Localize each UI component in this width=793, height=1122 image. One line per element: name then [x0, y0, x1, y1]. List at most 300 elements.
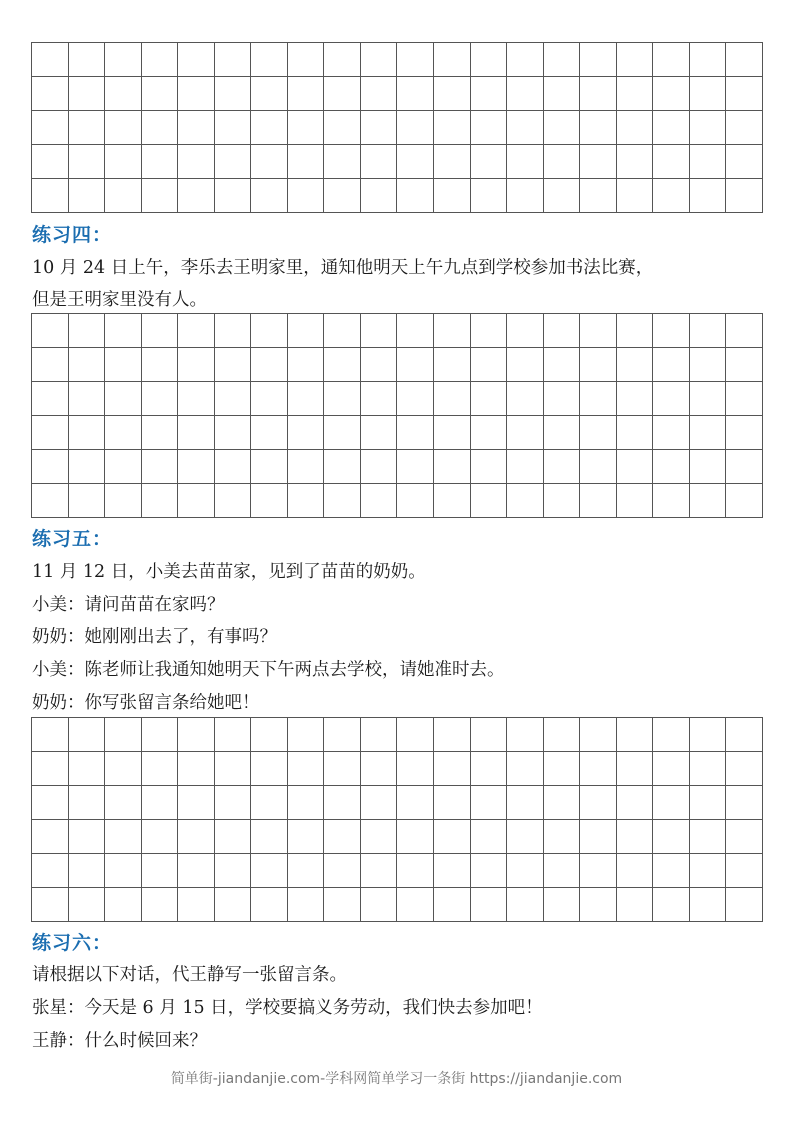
- grid-cell[interactable]: [471, 416, 508, 450]
- grid-cell[interactable]: [434, 77, 471, 111]
- grid-cell[interactable]: [69, 111, 106, 145]
- grid-cell[interactable]: [288, 820, 325, 854]
- grid-cell[interactable]: [105, 43, 142, 77]
- grid-cell[interactable]: [215, 718, 252, 752]
- grid-cell[interactable]: [397, 416, 434, 450]
- grid-cell[interactable]: [215, 820, 252, 854]
- grid-cell[interactable]: [580, 752, 617, 786]
- grid-cell[interactable]: [215, 450, 252, 484]
- grid-cell[interactable]: [69, 77, 106, 111]
- grid-cell[interactable]: [105, 854, 142, 888]
- grid-cell[interactable]: [726, 752, 763, 786]
- grid-cell[interactable]: [434, 179, 471, 213]
- grid-cell[interactable]: [178, 752, 215, 786]
- grid-cell[interactable]: [653, 484, 690, 518]
- grid-cell[interactable]: [69, 854, 106, 888]
- grid-cell[interactable]: [361, 111, 398, 145]
- grid-cell[interactable]: [653, 382, 690, 416]
- grid-cell[interactable]: [251, 752, 288, 786]
- grid-cell[interactable]: [690, 786, 727, 820]
- grid-cell[interactable]: [32, 718, 69, 752]
- grid-cell[interactable]: [544, 820, 581, 854]
- grid-cell[interactable]: [544, 450, 581, 484]
- grid-cell[interactable]: [580, 484, 617, 518]
- grid-cell[interactable]: [69, 145, 106, 179]
- writing-grid-2[interactable]: [31, 313, 763, 518]
- grid-cell[interactable]: [361, 888, 398, 922]
- grid-cell[interactable]: [69, 43, 106, 77]
- grid-cell[interactable]: [178, 314, 215, 348]
- grid-cell[interactable]: [471, 179, 508, 213]
- grid-cell[interactable]: [434, 888, 471, 922]
- grid-cell[interactable]: [397, 111, 434, 145]
- grid-cell[interactable]: [617, 854, 654, 888]
- grid-cell[interactable]: [215, 111, 252, 145]
- grid-cell[interactable]: [288, 752, 325, 786]
- grid-cell[interactable]: [471, 382, 508, 416]
- grid-cell[interactable]: [215, 348, 252, 382]
- grid-cell[interactable]: [507, 888, 544, 922]
- grid-cell[interactable]: [580, 43, 617, 77]
- grid-cell[interactable]: [471, 450, 508, 484]
- grid-cell[interactable]: [726, 484, 763, 518]
- grid-cell[interactable]: [178, 416, 215, 450]
- grid-cell[interactable]: [507, 348, 544, 382]
- grid-cell[interactable]: [69, 179, 106, 213]
- grid-cell[interactable]: [32, 752, 69, 786]
- grid-cell[interactable]: [653, 718, 690, 752]
- grid-cell[interactable]: [434, 820, 471, 854]
- grid-cell[interactable]: [544, 854, 581, 888]
- grid-cell[interactable]: [690, 348, 727, 382]
- grid-cell[interactable]: [288, 416, 325, 450]
- grid-cell[interactable]: [361, 854, 398, 888]
- grid-cell[interactable]: [617, 382, 654, 416]
- grid-cell[interactable]: [105, 416, 142, 450]
- grid-cell[interactable]: [288, 77, 325, 111]
- grid-cell[interactable]: [617, 888, 654, 922]
- grid-cell[interactable]: [32, 854, 69, 888]
- grid-cell[interactable]: [726, 416, 763, 450]
- grid-cell[interactable]: [397, 314, 434, 348]
- grid-cell[interactable]: [653, 752, 690, 786]
- grid-cell[interactable]: [361, 43, 398, 77]
- grid-cell[interactable]: [507, 854, 544, 888]
- grid-cell[interactable]: [324, 416, 361, 450]
- grid-cell[interactable]: [653, 179, 690, 213]
- grid-cell[interactable]: [69, 752, 106, 786]
- grid-cell[interactable]: [32, 43, 69, 77]
- grid-cell[interactable]: [215, 888, 252, 922]
- grid-cell[interactable]: [434, 314, 471, 348]
- grid-cell[interactable]: [178, 484, 215, 518]
- grid-cell[interactable]: [32, 450, 69, 484]
- grid-cell[interactable]: [544, 77, 581, 111]
- grid-cell[interactable]: [324, 450, 361, 484]
- grid-cell[interactable]: [178, 77, 215, 111]
- grid-cell[interactable]: [434, 752, 471, 786]
- grid-cell[interactable]: [215, 314, 252, 348]
- grid-cell[interactable]: [690, 416, 727, 450]
- grid-cell[interactable]: [32, 179, 69, 213]
- grid-cell[interactable]: [434, 43, 471, 77]
- grid-cell[interactable]: [397, 888, 434, 922]
- grid-cell[interactable]: [288, 854, 325, 888]
- grid-cell[interactable]: [397, 484, 434, 518]
- grid-cell[interactable]: [142, 314, 179, 348]
- grid-cell[interactable]: [361, 382, 398, 416]
- grid-cell[interactable]: [544, 382, 581, 416]
- grid-cell[interactable]: [580, 786, 617, 820]
- grid-cell[interactable]: [105, 752, 142, 786]
- grid-cell[interactable]: [471, 314, 508, 348]
- grid-cell[interactable]: [726, 145, 763, 179]
- grid-cell[interactable]: [251, 145, 288, 179]
- grid-cell[interactable]: [251, 450, 288, 484]
- grid-cell[interactable]: [288, 145, 325, 179]
- grid-cell[interactable]: [215, 145, 252, 179]
- grid-cell[interactable]: [361, 145, 398, 179]
- grid-cell[interactable]: [69, 382, 106, 416]
- grid-cell[interactable]: [251, 718, 288, 752]
- grid-cell[interactable]: [471, 888, 508, 922]
- grid-cell[interactable]: [471, 484, 508, 518]
- grid-cell[interactable]: [653, 888, 690, 922]
- grid-cell[interactable]: [580, 348, 617, 382]
- grid-cell[interactable]: [32, 416, 69, 450]
- grid-cell[interactable]: [288, 484, 325, 518]
- grid-cell[interactable]: [690, 382, 727, 416]
- grid-cell[interactable]: [251, 854, 288, 888]
- grid-cell[interactable]: [288, 718, 325, 752]
- grid-cell[interactable]: [617, 718, 654, 752]
- grid-cell[interactable]: [690, 484, 727, 518]
- grid-cell[interactable]: [690, 145, 727, 179]
- grid-cell[interactable]: [580, 179, 617, 213]
- grid-cell[interactable]: [324, 786, 361, 820]
- grid-cell[interactable]: [324, 854, 361, 888]
- grid-cell[interactable]: [471, 43, 508, 77]
- grid-cell[interactable]: [617, 752, 654, 786]
- grid-cell[interactable]: [726, 450, 763, 484]
- grid-cell[interactable]: [32, 484, 69, 518]
- grid-cell[interactable]: [471, 820, 508, 854]
- grid-cell[interactable]: [653, 111, 690, 145]
- grid-cell[interactable]: [617, 820, 654, 854]
- grid-cell[interactable]: [507, 179, 544, 213]
- grid-cell[interactable]: [288, 888, 325, 922]
- grid-cell[interactable]: [434, 854, 471, 888]
- grid-cell[interactable]: [434, 416, 471, 450]
- grid-cell[interactable]: [507, 382, 544, 416]
- grid-cell[interactable]: [726, 111, 763, 145]
- grid-cell[interactable]: [471, 854, 508, 888]
- grid-cell[interactable]: [507, 786, 544, 820]
- grid-cell[interactable]: [580, 450, 617, 484]
- grid-cell[interactable]: [105, 718, 142, 752]
- grid-cell[interactable]: [434, 348, 471, 382]
- grid-cell[interactable]: [32, 314, 69, 348]
- grid-cell[interactable]: [726, 179, 763, 213]
- grid-cell[interactable]: [580, 314, 617, 348]
- grid-cell[interactable]: [361, 786, 398, 820]
- grid-cell[interactable]: [726, 348, 763, 382]
- grid-cell[interactable]: [397, 786, 434, 820]
- grid-cell[interactable]: [32, 382, 69, 416]
- grid-cell[interactable]: [105, 145, 142, 179]
- grid-cell[interactable]: [105, 314, 142, 348]
- grid-cell[interactable]: [690, 314, 727, 348]
- grid-cell[interactable]: [105, 820, 142, 854]
- grid-cell[interactable]: [251, 382, 288, 416]
- grid-cell[interactable]: [288, 382, 325, 416]
- grid-cell[interactable]: [142, 752, 179, 786]
- grid-cell[interactable]: [69, 786, 106, 820]
- grid-cell[interactable]: [544, 484, 581, 518]
- grid-cell[interactable]: [726, 77, 763, 111]
- grid-cell[interactable]: [580, 382, 617, 416]
- grid-cell[interactable]: [653, 416, 690, 450]
- grid-cell[interactable]: [32, 77, 69, 111]
- grid-cell[interactable]: [105, 786, 142, 820]
- grid-cell[interactable]: [690, 752, 727, 786]
- grid-cell[interactable]: [251, 179, 288, 213]
- grid-cell[interactable]: [507, 416, 544, 450]
- grid-cell[interactable]: [288, 314, 325, 348]
- grid-cell[interactable]: [507, 77, 544, 111]
- grid-cell[interactable]: [32, 786, 69, 820]
- grid-cell[interactable]: [288, 348, 325, 382]
- grid-cell[interactable]: [32, 348, 69, 382]
- grid-cell[interactable]: [32, 888, 69, 922]
- grid-cell[interactable]: [324, 382, 361, 416]
- grid-cell[interactable]: [471, 111, 508, 145]
- grid-cell[interactable]: [324, 145, 361, 179]
- grid-cell[interactable]: [580, 888, 617, 922]
- grid-cell[interactable]: [324, 179, 361, 213]
- grid-cell[interactable]: [361, 314, 398, 348]
- grid-cell[interactable]: [434, 145, 471, 179]
- grid-cell[interactable]: [544, 314, 581, 348]
- grid-cell[interactable]: [361, 820, 398, 854]
- grid-cell[interactable]: [544, 111, 581, 145]
- grid-cell[interactable]: [178, 111, 215, 145]
- grid-cell[interactable]: [105, 77, 142, 111]
- grid-cell[interactable]: [69, 888, 106, 922]
- grid-cell[interactable]: [215, 382, 252, 416]
- grid-cell[interactable]: [653, 77, 690, 111]
- grid-cell[interactable]: [397, 718, 434, 752]
- grid-cell[interactable]: [215, 854, 252, 888]
- grid-cell[interactable]: [69, 450, 106, 484]
- grid-cell[interactable]: [507, 484, 544, 518]
- grid-cell[interactable]: [471, 348, 508, 382]
- grid-cell[interactable]: [726, 43, 763, 77]
- grid-cell[interactable]: [288, 111, 325, 145]
- grid-cell[interactable]: [690, 77, 727, 111]
- grid-cell[interactable]: [215, 179, 252, 213]
- grid-cell[interactable]: [32, 111, 69, 145]
- grid-cell[interactable]: [69, 348, 106, 382]
- grid-cell[interactable]: [507, 718, 544, 752]
- grid-cell[interactable]: [434, 786, 471, 820]
- grid-cell[interactable]: [142, 416, 179, 450]
- grid-cell[interactable]: [434, 484, 471, 518]
- grid-cell[interactable]: [361, 348, 398, 382]
- grid-cell[interactable]: [251, 820, 288, 854]
- grid-cell[interactable]: [361, 718, 398, 752]
- grid-cell[interactable]: [105, 111, 142, 145]
- grid-cell[interactable]: [178, 854, 215, 888]
- grid-cell[interactable]: [690, 111, 727, 145]
- grid-cell[interactable]: [544, 416, 581, 450]
- grid-cell[interactable]: [653, 786, 690, 820]
- grid-cell[interactable]: [69, 314, 106, 348]
- grid-cell[interactable]: [617, 111, 654, 145]
- grid-cell[interactable]: [361, 77, 398, 111]
- grid-cell[interactable]: [507, 450, 544, 484]
- grid-cell[interactable]: [288, 43, 325, 77]
- grid-cell[interactable]: [142, 348, 179, 382]
- grid-cell[interactable]: [142, 820, 179, 854]
- grid-cell[interactable]: [690, 718, 727, 752]
- grid-cell[interactable]: [544, 888, 581, 922]
- grid-cell[interactable]: [434, 718, 471, 752]
- grid-cell[interactable]: [507, 820, 544, 854]
- grid-cell[interactable]: [105, 888, 142, 922]
- grid-cell[interactable]: [324, 348, 361, 382]
- grid-cell[interactable]: [397, 820, 434, 854]
- grid-cell[interactable]: [544, 718, 581, 752]
- grid-cell[interactable]: [726, 314, 763, 348]
- grid-cell[interactable]: [690, 450, 727, 484]
- grid-cell[interactable]: [142, 179, 179, 213]
- grid-cell[interactable]: [507, 752, 544, 786]
- grid-cell[interactable]: [324, 820, 361, 854]
- grid-cell[interactable]: [215, 416, 252, 450]
- grid-cell[interactable]: [105, 484, 142, 518]
- grid-cell[interactable]: [142, 145, 179, 179]
- grid-cell[interactable]: [142, 450, 179, 484]
- grid-cell[interactable]: [653, 314, 690, 348]
- grid-cell[interactable]: [361, 450, 398, 484]
- grid-cell[interactable]: [507, 111, 544, 145]
- grid-cell[interactable]: [142, 854, 179, 888]
- grid-cell[interactable]: [397, 145, 434, 179]
- grid-cell[interactable]: [580, 718, 617, 752]
- grid-cell[interactable]: [471, 77, 508, 111]
- grid-cell[interactable]: [580, 854, 617, 888]
- grid-cell[interactable]: [726, 786, 763, 820]
- grid-cell[interactable]: [215, 484, 252, 518]
- grid-cell[interactable]: [69, 820, 106, 854]
- grid-cell[interactable]: [580, 77, 617, 111]
- grid-cell[interactable]: [617, 77, 654, 111]
- grid-cell[interactable]: [544, 786, 581, 820]
- grid-cell[interactable]: [617, 786, 654, 820]
- grid-cell[interactable]: [142, 43, 179, 77]
- grid-cell[interactable]: [178, 820, 215, 854]
- grid-cell[interactable]: [653, 820, 690, 854]
- grid-cell[interactable]: [324, 111, 361, 145]
- grid-cell[interactable]: [617, 43, 654, 77]
- grid-cell[interactable]: [69, 484, 106, 518]
- grid-cell[interactable]: [471, 752, 508, 786]
- grid-cell[interactable]: [32, 820, 69, 854]
- grid-cell[interactable]: [544, 348, 581, 382]
- grid-cell[interactable]: [397, 854, 434, 888]
- grid-cell[interactable]: [361, 752, 398, 786]
- grid-cell[interactable]: [617, 145, 654, 179]
- grid-cell[interactable]: [142, 718, 179, 752]
- grid-cell[interactable]: [288, 179, 325, 213]
- grid-cell[interactable]: [251, 348, 288, 382]
- grid-cell[interactable]: [32, 145, 69, 179]
- grid-cell[interactable]: [215, 43, 252, 77]
- grid-cell[interactable]: [653, 450, 690, 484]
- grid-cell[interactable]: [397, 43, 434, 77]
- grid-cell[interactable]: [178, 450, 215, 484]
- grid-cell[interactable]: [690, 43, 727, 77]
- grid-cell[interactable]: [178, 43, 215, 77]
- grid-cell[interactable]: [397, 752, 434, 786]
- grid-cell[interactable]: [690, 179, 727, 213]
- grid-cell[interactable]: [726, 854, 763, 888]
- grid-cell[interactable]: [324, 314, 361, 348]
- grid-cell[interactable]: [142, 382, 179, 416]
- grid-cell[interactable]: [617, 348, 654, 382]
- grid-cell[interactable]: [690, 854, 727, 888]
- grid-cell[interactable]: [397, 179, 434, 213]
- grid-cell[interactable]: [324, 77, 361, 111]
- grid-cell[interactable]: [544, 179, 581, 213]
- writing-grid-3[interactable]: [31, 717, 763, 922]
- grid-cell[interactable]: [324, 888, 361, 922]
- grid-cell[interactable]: [142, 786, 179, 820]
- grid-cell[interactable]: [324, 752, 361, 786]
- grid-cell[interactable]: [142, 484, 179, 518]
- grid-cell[interactable]: [178, 718, 215, 752]
- grid-cell[interactable]: [361, 484, 398, 518]
- grid-cell[interactable]: [544, 752, 581, 786]
- grid-cell[interactable]: [105, 348, 142, 382]
- grid-cell[interactable]: [178, 348, 215, 382]
- grid-cell[interactable]: [690, 888, 727, 922]
- grid-cell[interactable]: [617, 484, 654, 518]
- grid-cell[interactable]: [653, 145, 690, 179]
- grid-cell[interactable]: [251, 43, 288, 77]
- grid-cell[interactable]: [288, 786, 325, 820]
- grid-cell[interactable]: [178, 888, 215, 922]
- grid-cell[interactable]: [251, 888, 288, 922]
- grid-cell[interactable]: [507, 43, 544, 77]
- grid-cell[interactable]: [617, 416, 654, 450]
- grid-cell[interactable]: [361, 179, 398, 213]
- grid-cell[interactable]: [544, 145, 581, 179]
- grid-cell[interactable]: [397, 77, 434, 111]
- grid-cell[interactable]: [178, 179, 215, 213]
- grid-cell[interactable]: [215, 752, 252, 786]
- grid-cell[interactable]: [397, 348, 434, 382]
- grid-cell[interactable]: [507, 145, 544, 179]
- grid-cell[interactable]: [690, 820, 727, 854]
- grid-cell[interactable]: [251, 111, 288, 145]
- grid-cell[interactable]: [215, 786, 252, 820]
- grid-cell[interactable]: [69, 416, 106, 450]
- grid-cell[interactable]: [653, 43, 690, 77]
- grid-cell[interactable]: [142, 888, 179, 922]
- grid-cell[interactable]: [726, 382, 763, 416]
